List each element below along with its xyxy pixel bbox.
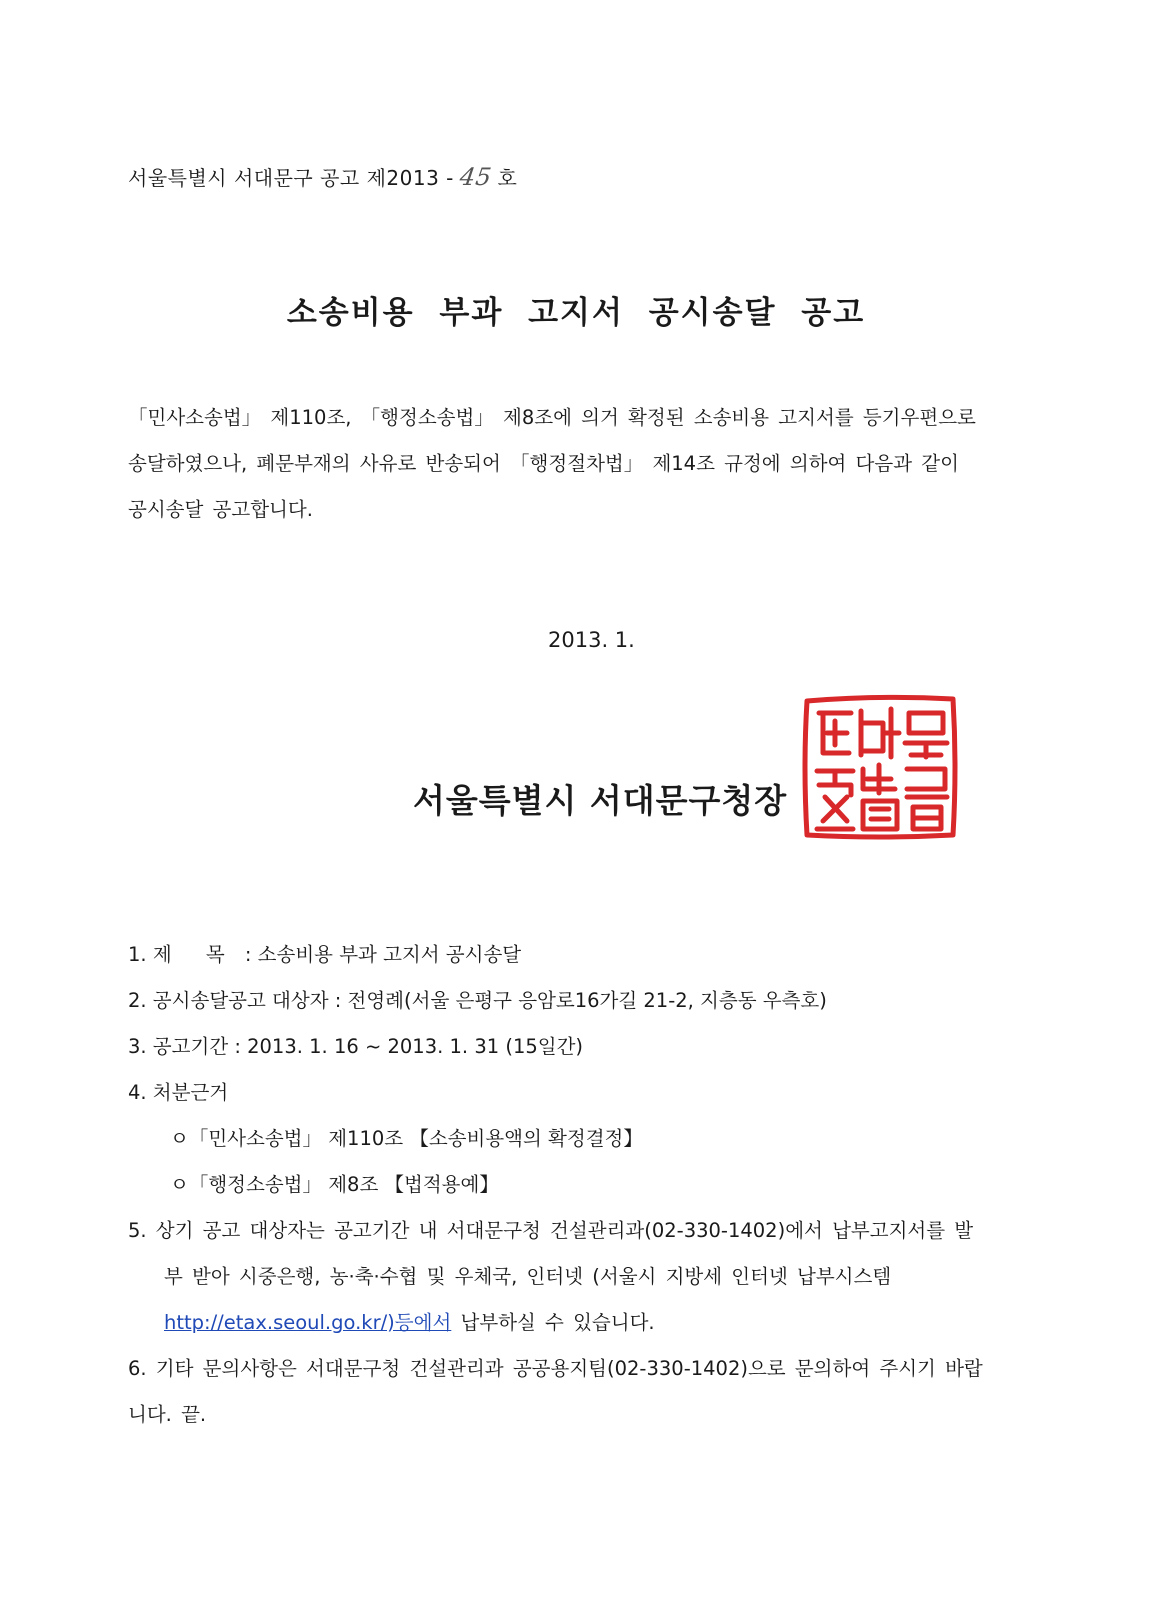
body-line-3: 공시송달 공고합니다. (128, 498, 313, 521)
item-2: 2. 공시송달공고 대상자 : 전영례(서울 은평구 응암로16가길 21-2, 지층동 우측호) (128, 989, 827, 1012)
notice-handwritten-number: 45 (457, 163, 494, 191)
issuer-name: 서울특별시 서대문구청장 (413, 781, 788, 820)
item-6 (128, 1346, 1068, 1438)
item-4: 4. 처분근거 (128, 1081, 229, 1104)
item-6-line-1: 6. 기타 문의사항은 서대문구청 건설관리과 공공용지팀(02-330-1402)으로 문의하여 주시기 바랍 (128, 1357, 983, 1380)
item-5 (128, 1208, 1068, 1346)
notice-number (128, 162, 517, 191)
item-5-line-2: 부 받아 시중은행, 농·축·수협 및 우체국, 인터넷 (서울시 지방세 인터넷 납부시스템 (164, 1265, 892, 1288)
item-5-line-3 (128, 1300, 1068, 1346)
body-paragraph (128, 395, 1068, 533)
item-3: 3. 공고기간 : 2013. 1. 16 ~ 2013. 1. 31 (15일간) (128, 1035, 584, 1058)
item-1 (128, 932, 1068, 978)
item-6-line-2: 니다. 끝. (128, 1403, 207, 1426)
body-line-2: 송달하였으나, 폐문부재의 사유로 반송되어 「행정절차법」 제14조 규정에 의하여 다음과 같이 (128, 452, 959, 475)
item-1-label: 제 목 (152, 943, 239, 966)
document-title: 소송비용 부과 고지서 공시송달 공고 (286, 295, 866, 331)
item-5-line-1: 5. 상기 공고 대상자는 공고기간 내 서대문구청 건설관리과(02-330-1402)에서 납부고지서를 발 (128, 1219, 974, 1242)
etax-link[interactable]: http://etax.seoul.go.kr/)등에서 (164, 1311, 452, 1334)
official-seal-icon (801, 693, 959, 841)
notice-suffix: 호 (497, 166, 518, 190)
notice-items (128, 932, 1068, 1438)
document-date: 2013. 1. (548, 628, 635, 652)
item-5-line-3-rest: 납부하실 수 있습니다. (451, 1311, 655, 1334)
item-1-number: 1. (128, 943, 147, 966)
body-line-1: 「민사소송법」 제110조, 「행정소송법」 제8조에 의거 확정된 소송비용 고지서를 등기우편으로 (128, 406, 976, 429)
notice-prefix: 서울특별시 서대문구 공고 제2013 - (128, 166, 454, 190)
item-1-value: : 소송비용 부과 고지서 공시송달 (244, 943, 522, 966)
item-4-basis-1: ㅇ「민사소송법」 제110조 【소송비용액의 확정결정】 (170, 1127, 643, 1150)
item-4-basis-2: ㅇ「행정소송법」 제8조 【법적용예】 (170, 1173, 499, 1196)
